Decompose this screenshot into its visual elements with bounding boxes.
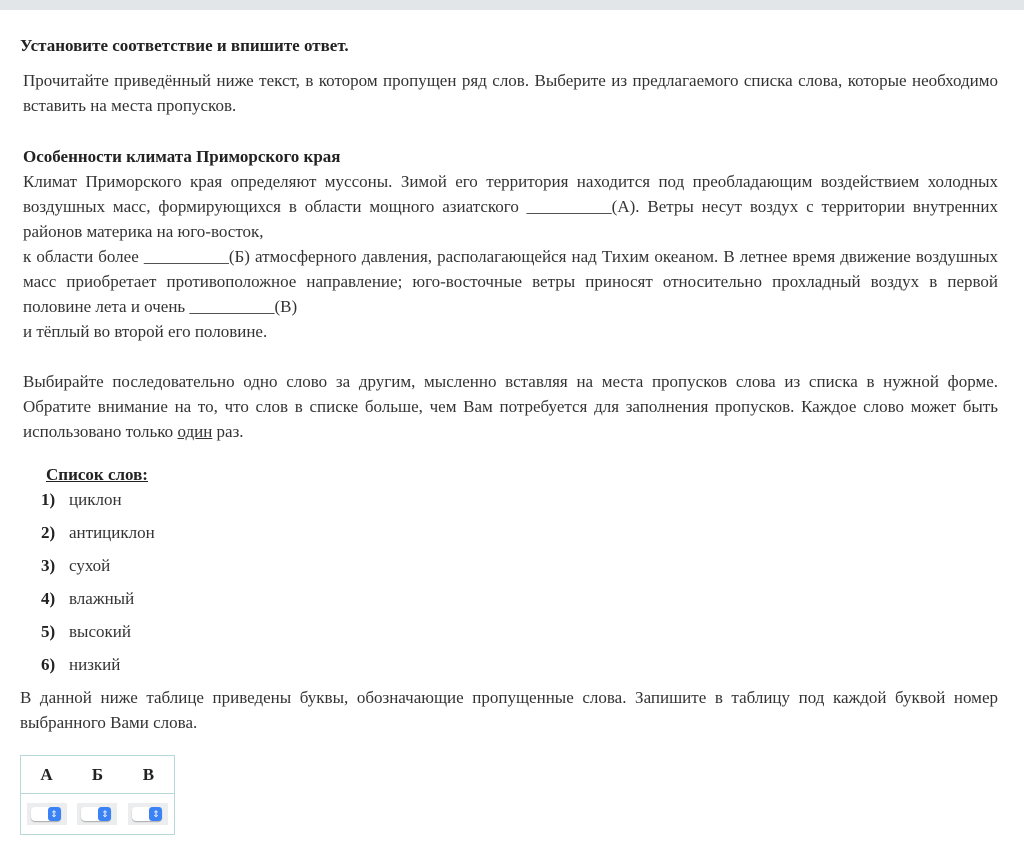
word-item	[41, 553, 110, 578]
answer-select-b[interactable]	[77, 803, 117, 825]
passage-heading: Особенности климата Приморского края	[23, 147, 341, 166]
word-text: высокий	[69, 622, 131, 641]
word-item	[41, 619, 131, 644]
task-container	[0, 10, 1024, 847]
select-arrows-icon	[31, 807, 61, 821]
word-number: 6)	[41, 655, 56, 674]
word-number: 5)	[41, 622, 56, 641]
word-text: влажный	[69, 589, 135, 608]
column-v-header: В	[123, 756, 175, 794]
word-number: 2)	[41, 523, 56, 542]
passage-part-2: к области более __________(Б) атмосферного давления, располагающейся над Тихим океаном. В летнее время движение воздушных масс приобретает противоположное направление; юго-восточные ветры приносят относительно прохладный воздух в первой половине лета и очень __________(В)	[23, 247, 998, 316]
word-list-title: Список слов:	[46, 465, 148, 484]
column-a-header: А	[21, 756, 73, 794]
table-instruction: В данной ниже таблице приведены буквы, обозначающие пропущенные слова. Запишите в таблицу под каждой буквой номер выбранного Вами слова.	[20, 688, 998, 732]
word-text: низкий	[69, 655, 121, 674]
word-item	[41, 487, 122, 512]
instruction-part: Выбирайте последовательно одно слово за другим, мысленно вставляя на места пропусков слова из списка в нужной форме. Обратите внимание на то, что слов в списке больше, чем Вам потребуется для заполнения пропусков. Каждое слово может быть использовано только	[23, 372, 998, 441]
passage	[23, 144, 998, 344]
top-bar	[0, 0, 1024, 10]
answer-table	[20, 755, 175, 835]
column-b-header: Б	[72, 756, 123, 794]
word-item	[41, 586, 134, 611]
word-item	[41, 520, 155, 545]
instruction-part: раз.	[212, 422, 244, 441]
word-text: сухой	[69, 556, 111, 575]
word-text: антициклон	[69, 523, 155, 542]
select-arrows-icon	[132, 807, 162, 821]
word-number: 1)	[41, 490, 56, 509]
answer-select-v[interactable]	[128, 803, 168, 825]
word-number: 4)	[41, 589, 56, 608]
passage-part-3: и тёплый во второй его половине.	[23, 322, 268, 341]
task-title: Установите соответствие и впишите ответ.	[20, 36, 349, 55]
select-arrows-icon	[81, 807, 111, 821]
intro-text: Прочитайте приведённый ниже текст, в котором пропущен ряд слов. Выберите из предлагаемого списка слова, которые необходимо вставить на места пропусков.	[23, 71, 998, 115]
passage-part-1: Климат Приморского края определяют муссоны. Зимой его территория находится под преобладающим воздействием холодных воздушных масс, формирующихся в области мощного азиатского __________(А). Ветры несут воздух с территории внутренних районов материка на юго-восток,	[23, 172, 998, 241]
word-item	[41, 652, 120, 677]
answer-select-a[interactable]	[27, 803, 67, 825]
word-number: 3)	[41, 556, 56, 575]
instruction-emphasis: один	[177, 422, 213, 441]
word-text: циклон	[69, 490, 122, 509]
instruction-text	[23, 369, 998, 444]
